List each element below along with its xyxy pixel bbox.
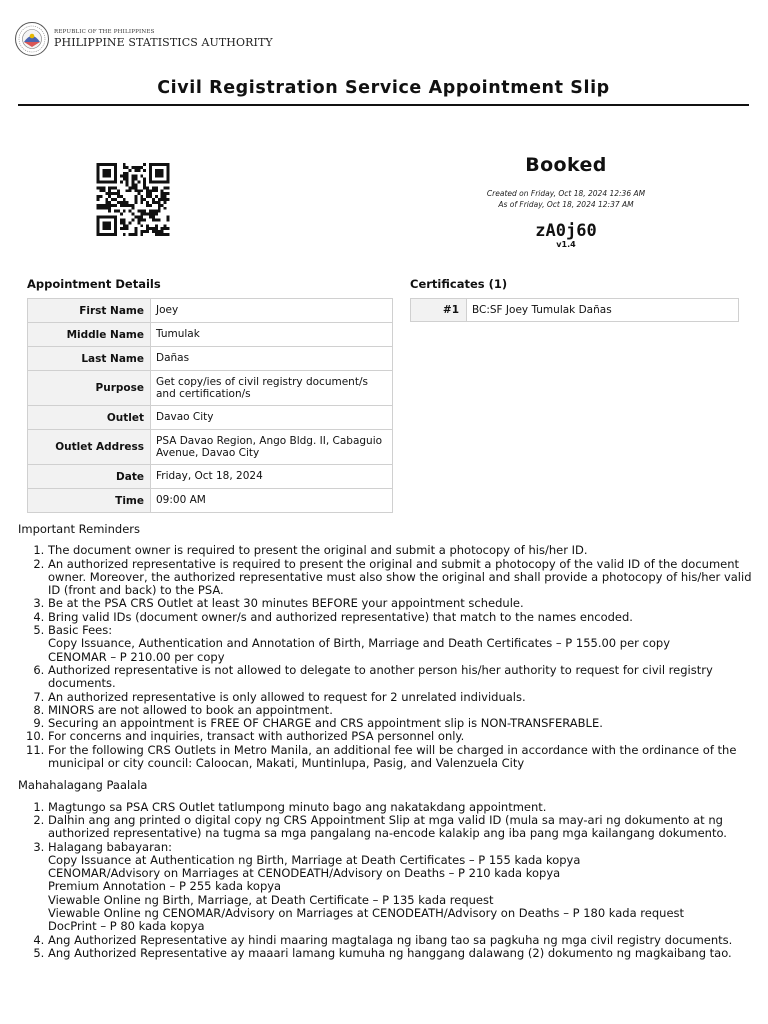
list-item [48, 611, 754, 624]
details-row-label: Outlet Address [28, 430, 151, 465]
details-row [28, 406, 393, 430]
details-row-label: Outlet [28, 406, 151, 430]
details-row-label: Middle Name [28, 323, 151, 347]
list-item-line: Ang Authorized Representative ay maaari lamang kumuha ng hanggang dalawang (2) dokumento ng magkaibang tao. [48, 945, 732, 960]
certificate-value: BC:SF Joey Tumulak Dañas [467, 299, 739, 322]
list-item-line: Authorized representative is not allowed to delegate to another person his/her authority to request for civil registry documents. [48, 662, 713, 691]
appointment-details-title: Appointment Details [27, 277, 161, 291]
page-title: Civil Registration Service Appointment Slip [157, 78, 610, 98]
details-row [28, 371, 393, 406]
created-timestamp: Created on Friday, Oct 18, 2024 12:36 AM [486, 189, 646, 198]
list-item-line: DocPrint – P 80 kada kopya [48, 919, 205, 934]
details-row-label: Last Name [28, 347, 151, 371]
list-item [48, 730, 754, 743]
qr-code-icon [95, 163, 171, 236]
list-item [48, 814, 754, 841]
status-label: Booked [525, 154, 607, 176]
list-item-line: Premium Annotation – P 255 kada kopya [48, 879, 282, 894]
certificate-row [411, 299, 739, 322]
list-item-line: Bring valid IDs (document owner/s and authorized representative) that match to the names encoded. [48, 609, 633, 624]
list-item [48, 841, 754, 934]
list-item-line: Ang Authorized Representative ay hindi maaring magtalaga ng ibang tao sa pagkuha ng mga civil registry documents. [48, 932, 733, 947]
list-item-line: Magtungo sa PSA CRS Outlet tatlumpong minuto bago ang nakatakdang appointment. [48, 799, 547, 814]
details-row [28, 347, 393, 371]
list-item [48, 691, 754, 704]
agency-name: PHILIPPINE STATISTICS AUTHORITY [54, 36, 273, 50]
list-item-line: Be at the PSA CRS Outlet at least 30 minutes BEFORE your appointment schedule. [48, 596, 524, 611]
details-row-value: PSA Davao Region, Ango Bldg. II, Cabaguio Avenue, Davao City [151, 430, 393, 465]
republic-label: REPUBLIC OF THE PHILIPPINES [54, 28, 155, 35]
paalala-heading: Mahahalagang Paalala [18, 778, 148, 793]
list-item [48, 544, 754, 557]
appointment-details-table [27, 298, 393, 513]
list-item [48, 801, 754, 814]
list-item-line: Securing an appointment is FREE OF CHARGE and CRS appointment slip is NON-TRANSFERABLE. [48, 716, 603, 731]
details-row-label: Time [28, 489, 151, 513]
details-row [28, 430, 393, 465]
reminders-list [18, 544, 754, 770]
details-row [28, 465, 393, 489]
reference-code: zA0j60 [535, 221, 597, 241]
details-row-value: Joey [151, 299, 393, 323]
list-item [48, 624, 754, 664]
certificates-title: Certificates (1) [410, 277, 508, 291]
reminders-section [18, 523, 754, 960]
version-label: v1.4 [556, 240, 576, 249]
list-item [48, 704, 754, 717]
details-row [28, 489, 393, 513]
psa-seal-logo-icon [14, 21, 50, 57]
list-item [48, 664, 754, 691]
details-row-value: 09:00 AM [151, 489, 393, 513]
agency-name-block [54, 30, 273, 49]
list-item-line: Halagang babayaran: [48, 839, 173, 854]
as-of-timestamp: As of Friday, Oct 18, 2024 12:37 AM [498, 200, 634, 209]
details-row-value: Dañas [151, 347, 393, 371]
details-row-value: Get copy/ies of civil registry document/s and certification/s [151, 371, 393, 406]
list-item-line: Copy Issuance, Authentication and Annotation of Birth, Marriage and Death Certificates – P 155.00 per copy [48, 636, 670, 651]
list-item [48, 717, 754, 730]
list-item-line: An authorized representative is only allowed to request for 2 unrelated individuals. [48, 689, 526, 704]
details-row [28, 323, 393, 347]
title-divider [18, 104, 749, 106]
list-item-line: For the following CRS Outlets in Metro Manila, an additional fee will be charged in accordance with the ordinance of the municipal or city council: Caloocan, Makati, Muntinlupa, Pasig, and Valenzuela City [48, 742, 737, 771]
list-item-line: CENOMAR – P 210.00 per copy [48, 649, 225, 664]
list-item [48, 947, 754, 960]
list-item-line: The document owner is required to present the original and submit a photocopy of his/her ID. [48, 543, 588, 558]
list-item [48, 934, 754, 947]
certificates-table [410, 298, 739, 322]
details-row [28, 299, 393, 323]
list-item-line: For concerns and inquiries, transact with authorized PSA personnel only. [48, 729, 465, 744]
list-item-line: Basic Fees: [48, 623, 113, 638]
list-item-line: Copy Issuance at Authentication ng Birth, Marriage at Death Certificates – P 155 kada kopya [48, 852, 581, 867]
list-item-line: An authorized representative is required to present the original and submit a photocopy of the valid ID of the document owner. Moreover, the authorized representative must also show the original and shall provide a photocopy of his/her valid ID (front and back) to the PSA. [48, 556, 752, 598]
list-item [48, 744, 754, 771]
details-row-label: Date [28, 465, 151, 489]
reminders-heading: Important Reminders [18, 522, 140, 536]
details-row-value: Davao City [151, 406, 393, 430]
list-item-line: Viewable Online ng Birth, Marriage, at Death Certificate – P 135 kada request [48, 892, 494, 907]
details-row-value: Friday, Oct 18, 2024 [151, 465, 393, 489]
details-row-label: First Name [28, 299, 151, 323]
list-item-line: Viewable Online ng CENOMAR/Advisory on Marriages at CENODEATH/Advisory on Deaths – P 180 kada request [48, 906, 685, 921]
list-item-line: CENOMAR/Advisory on Marriages at CENODEATH/Advisory on Deaths – P 210 kada kopya [48, 866, 561, 881]
list-item-line: MINORS are not allowed to book an appointment. [48, 702, 333, 717]
details-row-label: Purpose [28, 371, 151, 406]
list-item [48, 597, 754, 610]
status-box [430, 154, 702, 249]
list-item-line: Dalhin ang ang printed o digital copy ng CRS Appointment Slip at mga valid ID (mula sa may-ari ng dokumento at ng authorized representative) na tugma sa mga pangalang na-encode kalakip ang iba pang mga kailangang dokumento. [48, 812, 727, 841]
header [14, 16, 273, 62]
paalala-list [18, 801, 754, 961]
certificate-number: #1 [411, 299, 467, 322]
list-item [48, 558, 754, 598]
details-row-value: Tumulak [151, 323, 393, 347]
